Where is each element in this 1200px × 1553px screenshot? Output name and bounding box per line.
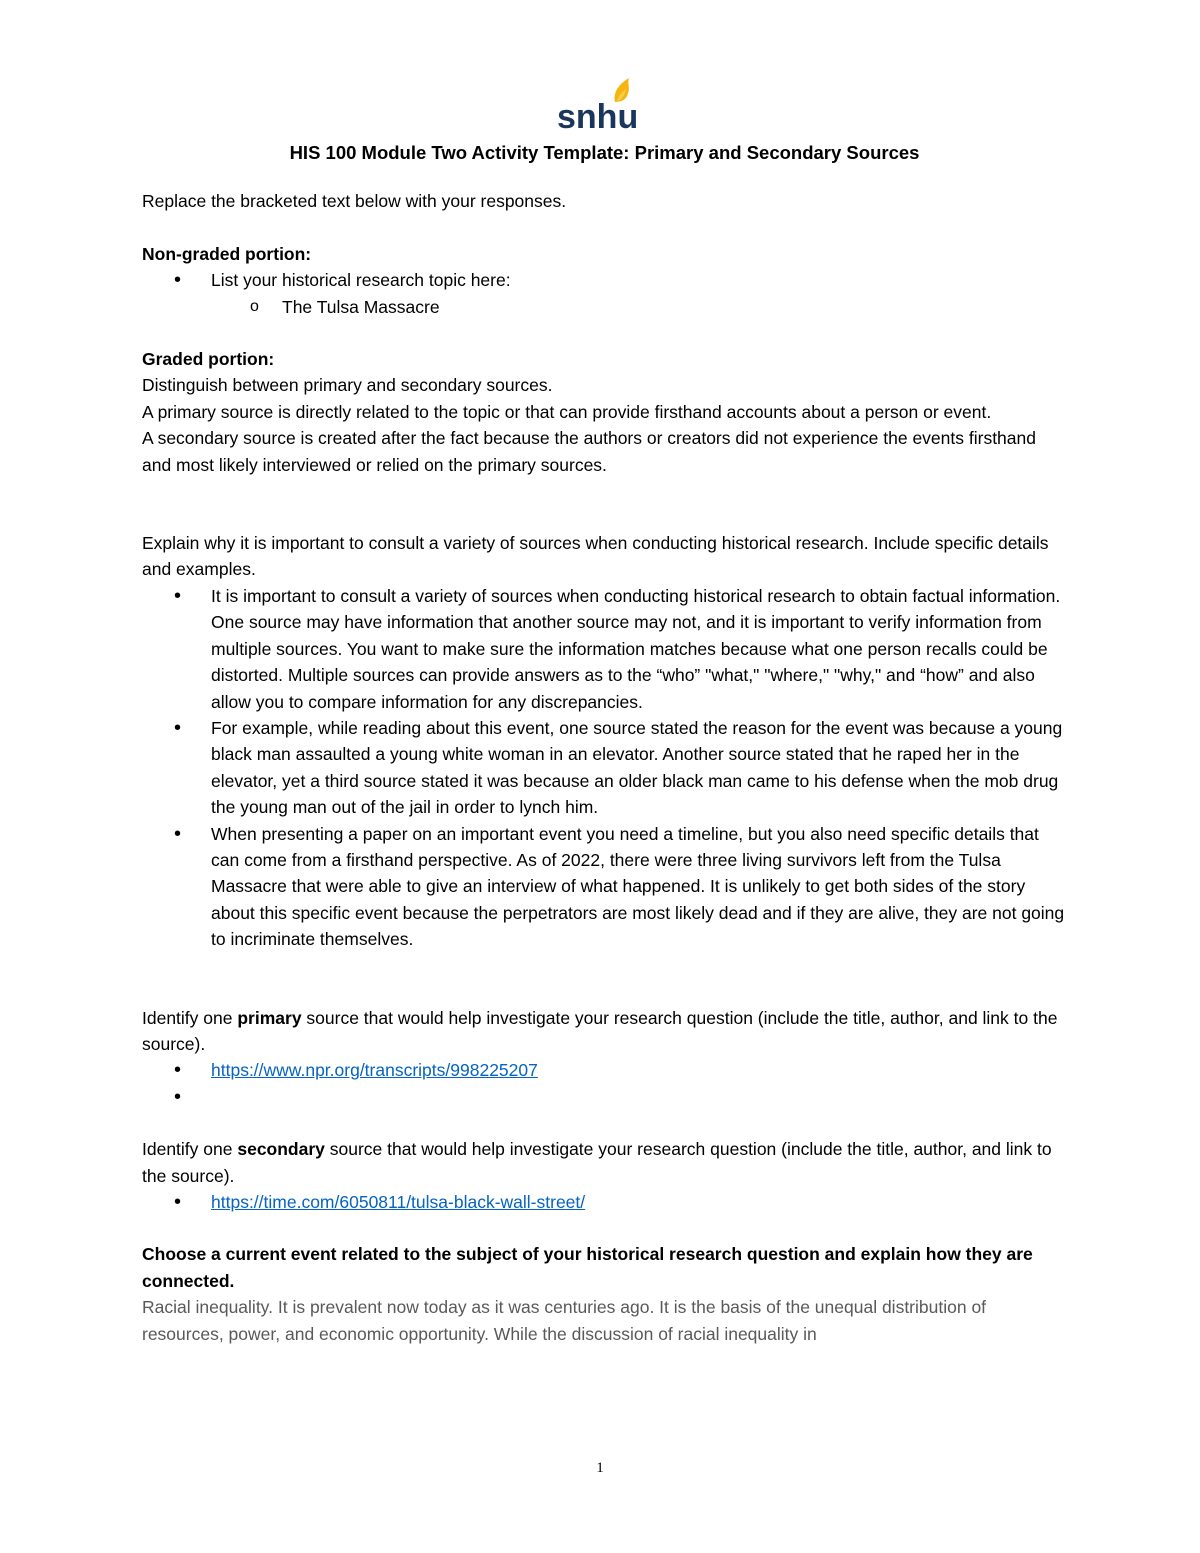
topic-item: o The Tulsa Massacre — [142, 294, 1067, 320]
variety-list — [142, 583, 1067, 953]
current-event-prompt: Choose a current event related to the subject of your historical research question and explain how they are connected. — [142, 1244, 1033, 1291]
graded-line-3: A secondary source is created after the fact because the authors or creators did not experience the events firsthand and most likely interviewed or relied on the primary sources. — [142, 428, 1036, 475]
graded-line-1: Distinguish between primary and secondary sources. — [142, 375, 553, 396]
graded-heading: Graded portion: — [142, 349, 275, 370]
list-item: • When presenting a paper on an important event you need a timeline, but you also need specific details that can come from a firsthand perspective. As of 2022, there were three living survivors left from the Tulsa Massacre that were able to give an interview of what happened. It is unlikely to get both sides of the story about this specific event because the perpetrators are most likely dead and if they are alive, they are not going to incriminate themselves. — [142, 821, 1067, 953]
snhu-logo — [555, 72, 641, 132]
document-title: HIS 100 Module Two Activity Template: Primary and Secondary Sources — [289, 142, 920, 163]
list-item — [142, 1189, 1067, 1215]
non-graded-heading: Non-graded portion: — [142, 243, 312, 264]
secondary-prompt: Identify one secondary source that would help investigate your research question (include the title, author, and link to the source). — [142, 1139, 1052, 1186]
primary-source-link[interactable]: https://www.npr.org/transcripts/998225207 — [211, 1060, 538, 1081]
variety-prompt: Explain why it is important to consult a variety of sources when conducting historical research. Include specific details and examples. — [142, 533, 1049, 580]
topic-sublist — [142, 294, 1067, 320]
document-body — [142, 140, 1067, 1347]
list-item: • List your historical research topic here: — [142, 267, 1067, 293]
current-event-response: Racial inequality. It is prevalent now today as it was centuries ago. It is the basis of the unequal distribution of resources, power, and economic opportunity. While the discussion of racial inequality in — [142, 1297, 987, 1344]
list-item: • For example, while reading about this event, one source stated the reason for the event was because a young black man assaulted a young white woman in an elevator. Another source stated that he raped her in the elevator, yet a third source stated it was because an older black man came to his defense when the mob drug the young man out of the jail in order to lynch him. — [142, 715, 1067, 821]
list-item — [142, 1057, 1067, 1083]
secondary-list — [142, 1189, 1067, 1215]
intro-text: Replace the bracketed text below with your responses. — [142, 191, 567, 212]
secondary-source-link[interactable]: https://time.com/6050811/tulsa-black-wall-street/ — [211, 1192, 586, 1212]
flame-icon — [555, 72, 641, 132]
non-graded-list — [142, 267, 1067, 293]
logo-text: snhu — [557, 98, 639, 132]
empty-list-item — [142, 1084, 1067, 1110]
primary-prompt: Identify one primary source that would help investigate your research question (include the title, author, and link to the source). — [142, 1007, 1058, 1054]
graded-line-2: A primary source is directly related to the topic or that can provide firsthand accounts about a person or event. — [142, 401, 992, 422]
page-number: 1 — [596, 1460, 604, 1476]
list-item: • It is important to consult a variety of sources when conducting historical research to obtain factual information. One source may have information that another source may not, and it is important to verify information from multiple sources. You want to make sure the information matches because what one person recalls could be distorted. Multiple sources can provide answers as to the “who” "what," "where," "why," and “how” and also allow you to compare information for any discrepancies. — [142, 583, 1067, 715]
primary-list — [142, 1057, 1067, 1110]
